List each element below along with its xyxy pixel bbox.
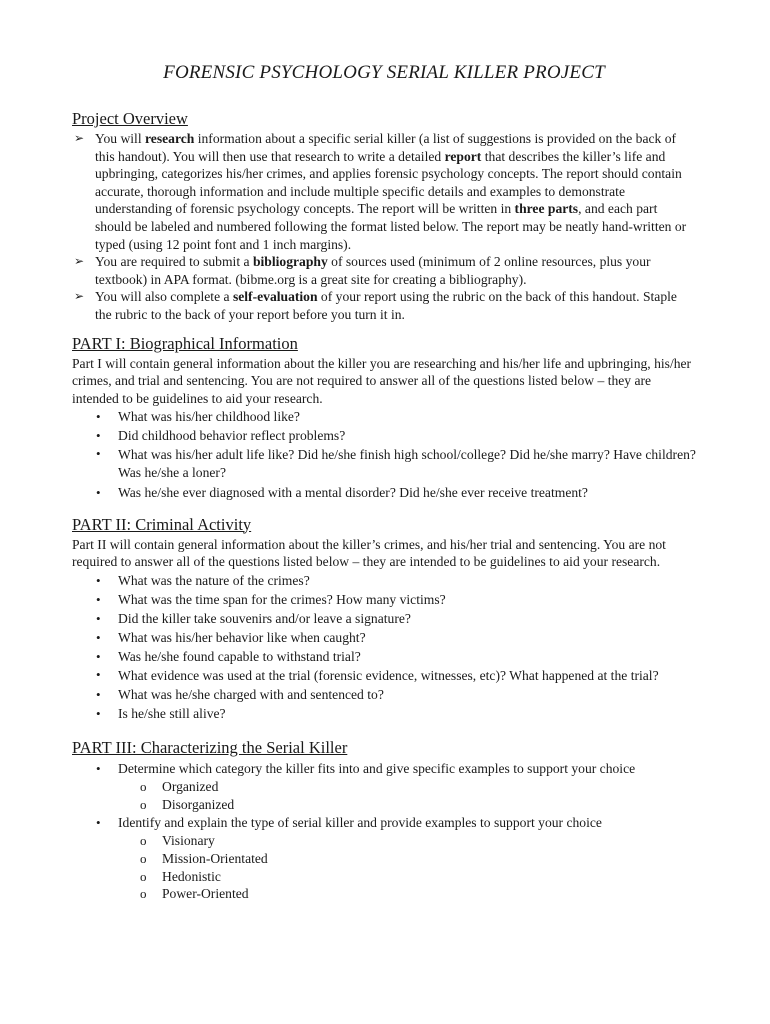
part-2-intro: Part II will contain general information about the killer’s crimes, and his/her trial and sentencing. You are not required to answer all of the questions listed below – they are intended to be guidelines to aid your research. xyxy=(72,536,666,570)
section-heading-part-1: PART I: Biographical Information xyxy=(72,333,298,353)
text-run: information about a specific serial killer (a list of suggestions is provided on the back of this handout). You will then use that research to write a detailed xyxy=(95,131,677,164)
bullet-icon: • xyxy=(96,409,101,425)
question-text: What evidence was used at the trial (forensic evidence, witnesses, etc)? What happened at the trial? xyxy=(118,667,659,683)
list-item xyxy=(72,813,696,832)
list-item xyxy=(72,571,696,590)
section-heading-overview: Project Overview xyxy=(72,109,188,128)
list-item xyxy=(72,426,696,445)
list-item xyxy=(72,666,696,686)
bullet-icon: • xyxy=(96,761,101,777)
bullet-icon: • xyxy=(96,484,101,500)
list-item xyxy=(72,685,696,704)
bold-term: three parts xyxy=(514,201,579,217)
list-item xyxy=(72,253,696,288)
question-text: What was the time span for the crimes? How many victims? xyxy=(118,591,446,607)
bullet-icon: • xyxy=(96,629,101,645)
question-text: What was his/her behavior like when caught? xyxy=(118,629,366,645)
circle-bullet-icon: o xyxy=(140,868,147,884)
list-item xyxy=(72,609,696,628)
arrow-bullet-icon: ➢ xyxy=(74,254,85,269)
task-1-options xyxy=(72,778,696,813)
list-item xyxy=(72,832,696,850)
option-text: Mission-Orientated xyxy=(162,851,268,867)
bold-term: research xyxy=(145,131,195,146)
bullet-icon: • xyxy=(96,666,101,682)
text-run: You will xyxy=(95,131,145,146)
text-run: , and each part should be labeled and numbered following the format listed below. The report may be neatly hand-written or typed (using 12 point font and 1 inch margins). xyxy=(95,201,687,252)
question-text: Was he/she ever diagnosed with a mental disorder? Did he/she ever receive treatment? xyxy=(118,484,588,500)
question-text: What was he/she charged with and sentenced to? xyxy=(118,687,384,703)
text-run: You are required to submit a xyxy=(95,254,253,270)
list-item xyxy=(72,850,696,868)
task-text: Determine which category the killer fits into and give specific examples to support your choice xyxy=(118,761,636,777)
text-run: that describes the killer’s life and upbringing, categorizes his/her crimes, and applies forensic psychology concepts. The report should contain accurate, thorough information and include multiple specific details and examples to demonstrate understanding of forensic psychology concepts. The report will be written in xyxy=(95,148,682,217)
text-run: of sources used (minimum of 2 online resources, plus your textbook) in APA format. (bibme.org is a great site for creating a bibliography). xyxy=(95,254,651,287)
circle-bullet-icon: o xyxy=(140,851,147,867)
bullet-icon: • xyxy=(96,446,101,462)
bold-term: report xyxy=(444,148,482,164)
part-1-intro: Part I will contain general information about the killer you are researching and his/her life and upbringing, his/her crimes, and trial and sentencing. You are not required to answer all of the questions listed below – they are intended to be guidelines to aid your research. xyxy=(72,355,692,406)
list-item xyxy=(72,759,696,778)
bullet-icon: • xyxy=(96,687,101,703)
circle-bullet-icon: o xyxy=(140,779,147,795)
circle-bullet-icon: o xyxy=(140,886,147,902)
list-item xyxy=(72,868,696,886)
arrow-bullet-icon: ➢ xyxy=(74,131,85,145)
question-text: What was his/her adult life like? Did he/she finish high school/college? Did he/she marry? Have children? Was he/she a loner? xyxy=(118,447,696,480)
option-text: Hedonistic xyxy=(162,868,221,884)
document-title: FORENSIC PSYCHOLOGY SERIAL KILLER PROJECT xyxy=(163,62,605,83)
question-text: Did the killer take souvenirs and/or leave a signature? xyxy=(118,610,411,626)
list-item xyxy=(72,796,696,814)
bullet-icon: • xyxy=(96,610,101,626)
list-item xyxy=(72,778,696,796)
section-heading-part-2: PART II: Criminal Activity xyxy=(72,514,252,534)
list-item xyxy=(72,483,696,502)
task-text: Identify and explain the type of serial killer and provide examples to support your choice xyxy=(118,815,602,831)
question-text: What was his/her childhood like? xyxy=(118,409,300,425)
question-text: Is he/she still alive? xyxy=(118,706,226,722)
list-item xyxy=(72,445,696,482)
overview-list xyxy=(72,130,696,324)
list-item xyxy=(72,647,696,666)
arrow-bullet-icon: ➢ xyxy=(74,289,85,304)
text-run: of your report using the rubric on the back of this handout. Staple the rubric to the back of your report before you turn it in. xyxy=(95,289,677,322)
task-2-options xyxy=(72,832,696,902)
bullet-icon: • xyxy=(96,815,101,831)
part-2-questions xyxy=(72,571,696,724)
list-item xyxy=(72,590,696,609)
list-item xyxy=(72,885,696,903)
section-part-2 xyxy=(72,515,696,724)
list-item xyxy=(72,130,696,253)
bullet-icon: • xyxy=(96,648,101,664)
list-item xyxy=(72,704,696,723)
option-text: Disorganized xyxy=(162,796,235,812)
bullet-icon: • xyxy=(96,591,101,607)
part-1-questions xyxy=(72,407,696,501)
question-text: What was the nature of the crimes? xyxy=(118,572,310,588)
list-item xyxy=(72,628,696,647)
option-text: Visionary xyxy=(162,833,215,849)
part-3-tasks-2 xyxy=(72,813,696,832)
question-text: Did childhood behavior reflect problems? xyxy=(118,428,346,444)
bullet-icon: • xyxy=(96,572,101,588)
section-part-3 xyxy=(72,738,696,903)
list-item xyxy=(72,288,696,323)
circle-bullet-icon: o xyxy=(140,796,147,812)
option-text: Power-Oriented xyxy=(162,886,249,902)
circle-bullet-icon: o xyxy=(140,833,147,849)
question-text: Was he/she found capable to withstand trial? xyxy=(118,648,361,664)
text-run: You will also complete a xyxy=(95,289,233,305)
section-heading-part-3: PART III: Characterizing the Serial Killer xyxy=(72,738,348,758)
section-part-1 xyxy=(72,334,696,502)
bold-term: bibliography xyxy=(252,254,328,270)
section-project-overview xyxy=(72,109,696,324)
bullet-icon: • xyxy=(96,706,101,722)
part-3-tasks xyxy=(72,759,696,778)
bold-term: self-evaluation xyxy=(232,289,318,305)
option-text: Organized xyxy=(162,779,219,795)
list-item xyxy=(72,407,696,426)
bullet-icon: • xyxy=(96,428,101,444)
